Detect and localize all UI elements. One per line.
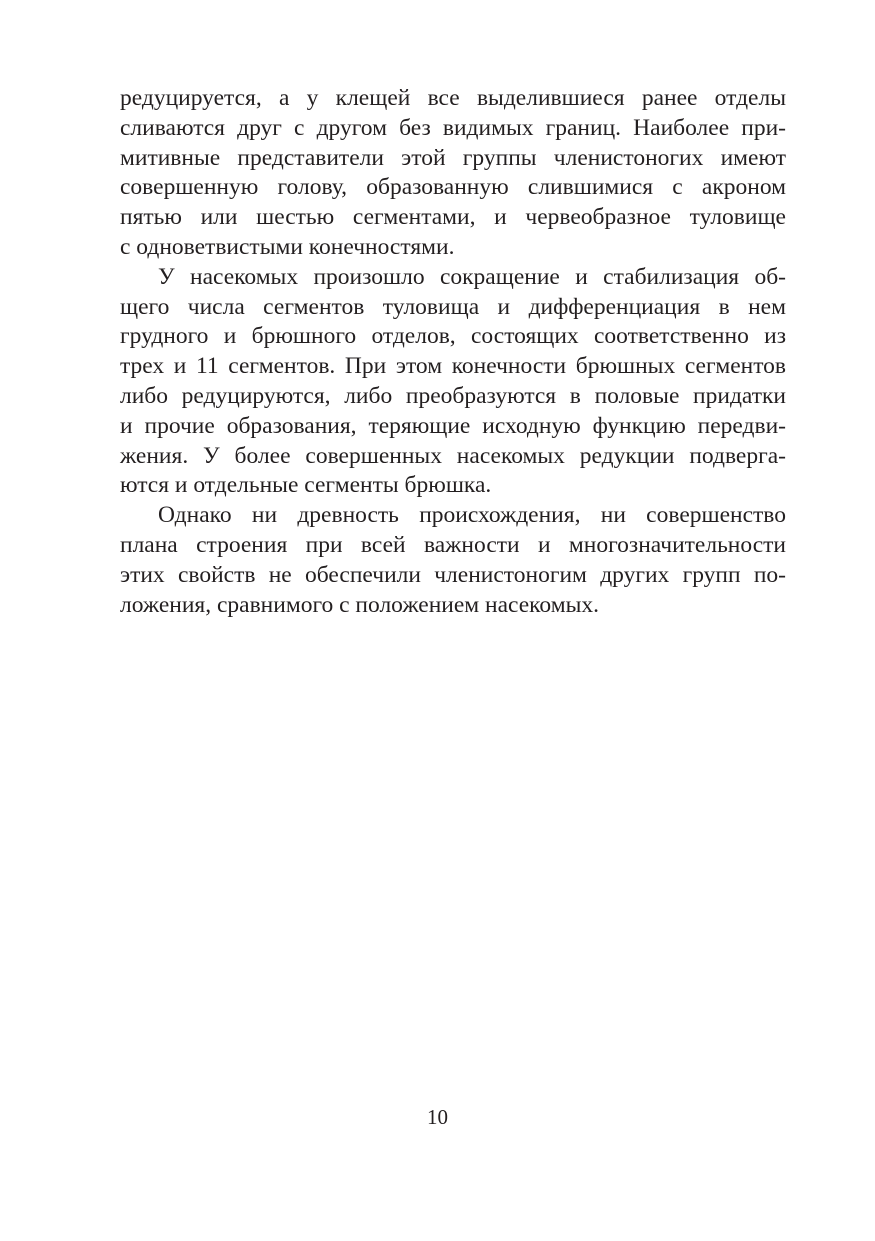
paragraph-1-line-5: пятью или шестью сегментами, и червеобразное туловище (120, 204, 786, 231)
paragraph-1-line-3: митивные представители этой группы членистоногих имеют (120, 144, 786, 171)
paragraph-2-line-5: либо редуцируются, либо преобразуются в половые придатки (120, 382, 786, 409)
paragraph-2-line-8: ются и отдельные сегменты брюшка. (120, 472, 492, 499)
paragraph-2-line-4: трех и 11 сегментов. При этом конечности брюшных сегментов (120, 353, 786, 380)
paragraph-2-line-1: У насекомых произошло сокращение и стабилизация об- (158, 263, 786, 290)
paragraph-1-line-4: совершенную голову, образованную слившимися с акроном (120, 174, 786, 201)
paragraph-1-line-6: с одноветвистыми конечностями. (120, 233, 455, 260)
page-number: 10 (427, 1105, 448, 1129)
paragraph-1-line-2: сливаются друг с другом без видимых границ. Наиболее при- (120, 114, 786, 141)
paragraph-2-line-7: жения. У более совершенных насекомых редукции подверга- (120, 442, 786, 469)
body-text (120, 84, 786, 620)
paragraph-3-line-3: этих свойств не обеспечили членистоногим других групп по- (120, 561, 786, 588)
paragraph-2-line-6: и прочие образования, теряющие исходную функцию передви- (120, 412, 786, 439)
paragraph-3-line-1: Однако ни древность происхождения, ни совершенство (158, 502, 786, 529)
paragraph-2-line-3: грудного и брюшного отделов, состоящих соответственно из (120, 323, 786, 350)
paragraph-1-line-1: редуцируется, а у клещей все выделившиеся ранее отделы (120, 85, 786, 111)
paragraph-3-line-2: плана строения при всей важности и многозначительности (120, 531, 786, 558)
paragraph-3-line-4: ложения, сравнимого с положением насекомых. (120, 591, 599, 618)
paragraph-2-line-2: щего числа сегментов туловища и дифференциация в нем (120, 293, 786, 320)
